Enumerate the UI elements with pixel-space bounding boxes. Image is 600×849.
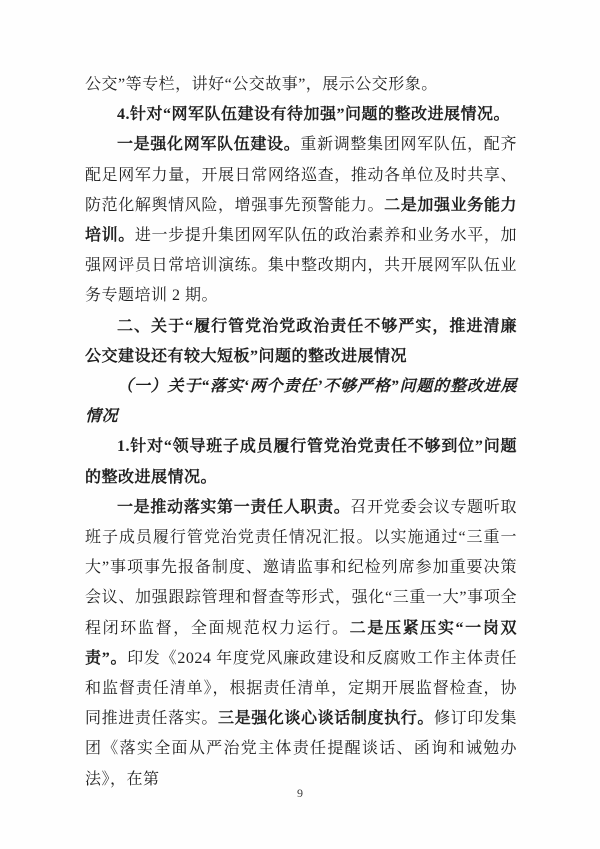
text-run: 二是压紧压实“一岗双责”。	[85, 619, 517, 667]
document-body	[85, 70, 517, 795]
text-run: 三是强化谈心谈话制度执行。	[217, 710, 434, 728]
text-run: 召开党委会议专题听取班子成员履行管党治党责任情况汇报。以实施通过“三重一大”事项事先报备制度、邀请监事和纪检列席参加重要决策会议、加强跟踪管理和督查等形式，强化“三重一大”事项全程闭环监督，全面规范权力运行。	[85, 498, 517, 637]
text-run: 修订印发集团《落实全面从严治党主体责任提醒谈话、函询和诫勉办法》，在第	[85, 710, 517, 788]
paragraph	[85, 312, 517, 372]
paragraph	[85, 70, 517, 100]
paragraph	[85, 372, 517, 432]
text-run: 二、关于“履行管党治党政治责任不够严实，推进清廉公交建设还有较大短板”问题的整改进展情况	[85, 317, 517, 365]
paragraph	[85, 493, 517, 795]
text-run: 1.针对“领导班子成员履行管党治党责任不够到位”问题的整改进展情况。	[85, 438, 517, 486]
text-run: 进一步提升集团网军队伍的政治素养和业务水平，加强网评员日常培训演练。集中整改期内，共开展网军队伍业务专题培训 2 期。	[85, 227, 517, 305]
text-run: 一是推动落实第一责任人职责。	[117, 498, 351, 516]
text-run: 公交”等专栏，讲好“公交故事”，展示公交形象。	[85, 76, 438, 93]
page-number: 9	[297, 786, 303, 800]
text-run: 印发《2024 年度党风廉政建设和反腐败工作主体责任和监督责任清单》，根据责任清单，定期开展监督检查，协同推进责任落实。	[85, 649, 517, 728]
text-run: 一是强化网军队伍建设。	[117, 136, 301, 154]
paragraph	[85, 100, 517, 130]
text-run: 二是加强业务能力培训。	[85, 196, 517, 245]
paragraph	[85, 130, 517, 311]
text-run: 重新调整集团网军队伍，配齐配足网军力量，开展日常网络巡查，推动各单位及时共享、防范化解舆情风险，增强事先预警能力。	[85, 136, 517, 214]
text-run: 4.针对“网军队伍建设有待加强”问题的整改进展情况。	[117, 106, 511, 124]
paragraph	[85, 432, 517, 492]
text-run: （一）关于“落实‘两个责任’不够严格”问题的整改进展情况	[85, 378, 517, 426]
